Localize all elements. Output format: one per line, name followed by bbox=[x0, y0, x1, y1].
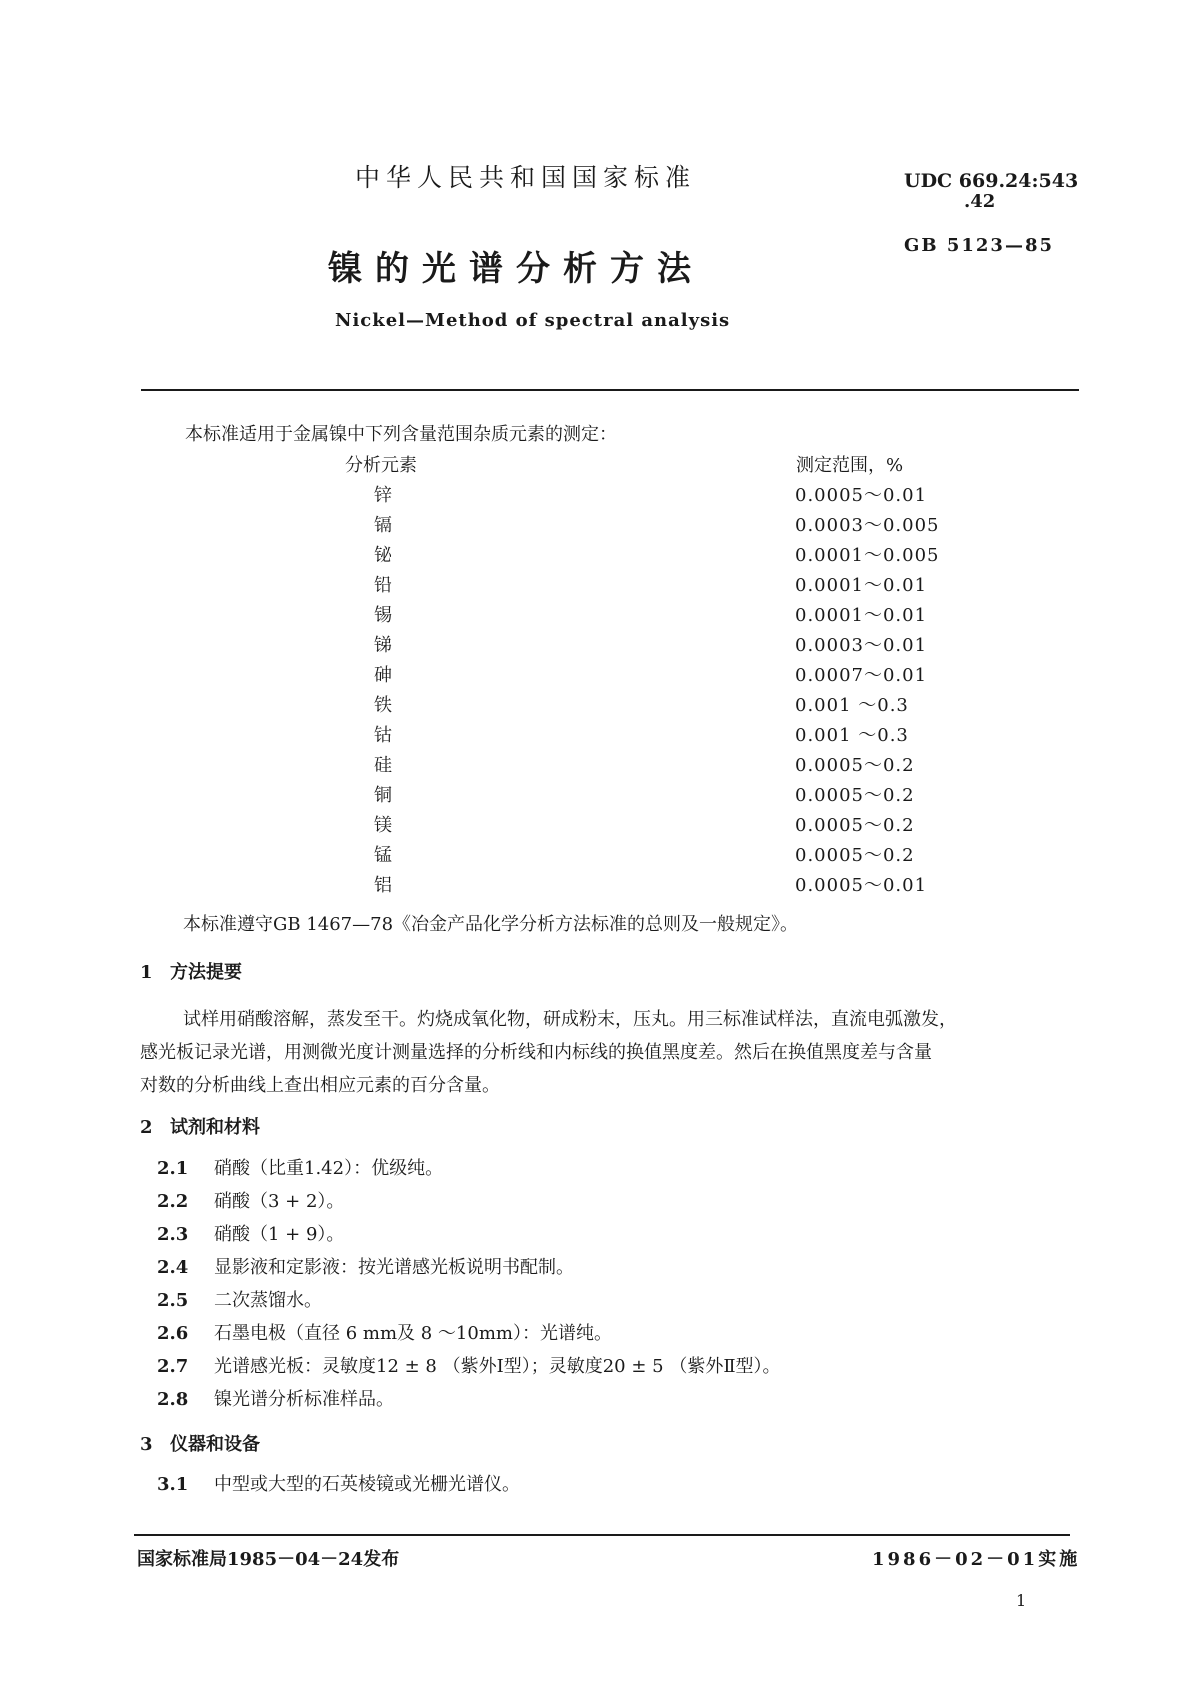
paragraph-line: 感光板记录光谱，用测微光度计测量选择的分析线和内标线的换值黑度差。然后在换值黑度差与含量 bbox=[140, 1042, 932, 1063]
item-number: 2.7 bbox=[157, 1356, 189, 1377]
element-name: 铝 bbox=[374, 875, 392, 896]
section-title: 方法提要 bbox=[170, 962, 242, 983]
list-item bbox=[157, 1187, 344, 1213]
element-name: 镁 bbox=[374, 815, 392, 836]
item-number: 2.4 bbox=[157, 1257, 189, 1278]
item-number: 2.1 bbox=[157, 1158, 189, 1179]
element-range: 0.0005～0.2 bbox=[795, 845, 915, 866]
item-text: 二次蒸馏水。 bbox=[214, 1290, 322, 1311]
element-range: 0.0001～0.005 bbox=[795, 545, 940, 566]
item-text: 硝酸（1 + 9）。 bbox=[214, 1224, 345, 1245]
element-name: 锡 bbox=[374, 605, 392, 626]
item-text: 显影液和定影液：按光谱感光板说明书配制。 bbox=[214, 1257, 574, 1278]
element-name: 镉 bbox=[374, 515, 392, 536]
section-heading-3 bbox=[140, 1430, 260, 1456]
list-item bbox=[157, 1253, 574, 1279]
item-text: 硝酸（3 + 2）。 bbox=[214, 1191, 345, 1212]
element-range: 0.0005～0.2 bbox=[795, 755, 915, 776]
element-name: 锑 bbox=[374, 635, 392, 656]
footer-divider bbox=[134, 1534, 1070, 1536]
element-name: 铜 bbox=[374, 785, 392, 806]
element-range: 0.0005～0.01 bbox=[795, 485, 928, 506]
list-item bbox=[157, 1286, 322, 1312]
section-number: 2 bbox=[140, 1117, 153, 1138]
document-title: 镍的光谱分析方法 bbox=[328, 249, 704, 289]
element-name: 铅 bbox=[374, 575, 392, 596]
element-range: 0.0003～0.005 bbox=[795, 515, 940, 536]
item-text: 镍光谱分析标准样品。 bbox=[214, 1389, 394, 1410]
column-header-element: 分析元素 bbox=[345, 455, 417, 476]
list-item bbox=[157, 1352, 781, 1378]
list-item bbox=[157, 1385, 394, 1411]
element-name: 锌 bbox=[374, 485, 392, 506]
element-range: 0.0007～0.01 bbox=[795, 665, 928, 686]
element-name: 铋 bbox=[374, 545, 392, 566]
element-name: 铁 bbox=[374, 695, 392, 716]
list-item bbox=[157, 1154, 443, 1180]
paragraph-line: 试样用硝酸溶解，蒸发至干。灼烧成氧化物，研成粉末，压丸。用三标准试样法，直流电弧激发， bbox=[183, 1009, 957, 1030]
element-name: 钴 bbox=[374, 725, 392, 746]
udc-classification-continued: .42 bbox=[964, 191, 996, 212]
section-title: 仪器和设备 bbox=[170, 1434, 260, 1455]
item-number: 2.5 bbox=[157, 1290, 189, 1311]
header-divider bbox=[141, 389, 1079, 391]
compliance-note: 本标准遵守GB 1467—78《冶金产品化学分析方法标准的总则及一般规定》。 bbox=[183, 914, 799, 935]
item-text: 光谱感光板：灵敏度12 ± 8 （紫外Ⅰ型）；灵敏度20 ± 5 （紫外Ⅱ型）。 bbox=[214, 1356, 781, 1377]
element-range: 0.001 ～0.3 bbox=[795, 725, 909, 746]
list-item bbox=[157, 1220, 344, 1246]
english-title: Nickel—Method of spectral analysis bbox=[335, 310, 731, 331]
page-number: 1 bbox=[1016, 1591, 1027, 1610]
issue-date: 国家标准局1985－04－24发布 bbox=[137, 1549, 400, 1570]
element-range: 0.0005～0.2 bbox=[795, 785, 915, 806]
effective-date: 1986－02－01实施 bbox=[872, 1549, 1081, 1570]
standard-organization: 中华人民共和国国家标准 bbox=[355, 163, 697, 192]
element-range: 0.001 ～0.3 bbox=[795, 695, 909, 716]
element-range: 0.0001～0.01 bbox=[795, 605, 928, 626]
list-item bbox=[157, 1319, 612, 1345]
item-text: 硝酸（比重1.42）：优级纯。 bbox=[214, 1158, 444, 1179]
element-range: 0.0003～0.01 bbox=[795, 635, 928, 656]
item-text: 石墨电极（直径 6 mm及 8 ～10mm）：光谱纯。 bbox=[214, 1323, 612, 1344]
item-number: 2.2 bbox=[157, 1191, 189, 1212]
element-range: 0.0001～0.01 bbox=[795, 575, 928, 596]
paragraph-line: 对数的分析曲线上查出相应元素的百分含量。 bbox=[140, 1075, 500, 1096]
element-name: 砷 bbox=[374, 665, 392, 686]
list-item bbox=[157, 1470, 520, 1496]
section-title: 试剂和材料 bbox=[170, 1117, 260, 1138]
item-number: 2.8 bbox=[157, 1389, 189, 1410]
section-heading-1 bbox=[140, 958, 242, 984]
element-range: 0.0005～0.01 bbox=[795, 875, 928, 896]
item-text: 中型或大型的石英棱镜或光栅光谱仪。 bbox=[214, 1474, 520, 1495]
section-heading-2 bbox=[140, 1113, 260, 1139]
item-number: 3.1 bbox=[157, 1474, 189, 1495]
element-range: 0.0005～0.2 bbox=[795, 815, 915, 836]
standard-code: GB 5123—85 bbox=[904, 235, 1054, 256]
item-number: 2.3 bbox=[157, 1224, 189, 1245]
element-name: 硅 bbox=[374, 755, 392, 776]
scope-intro: 本标准适用于金属镍中下列含量范围杂质元素的测定： bbox=[185, 424, 617, 445]
element-name: 锰 bbox=[374, 845, 392, 866]
item-number: 2.6 bbox=[157, 1323, 189, 1344]
section-number: 1 bbox=[140, 962, 153, 983]
column-header-range: 测定范围，% bbox=[796, 455, 904, 476]
section-number: 3 bbox=[140, 1434, 153, 1455]
udc-classification: UDC 669.24:543 bbox=[904, 170, 1079, 192]
